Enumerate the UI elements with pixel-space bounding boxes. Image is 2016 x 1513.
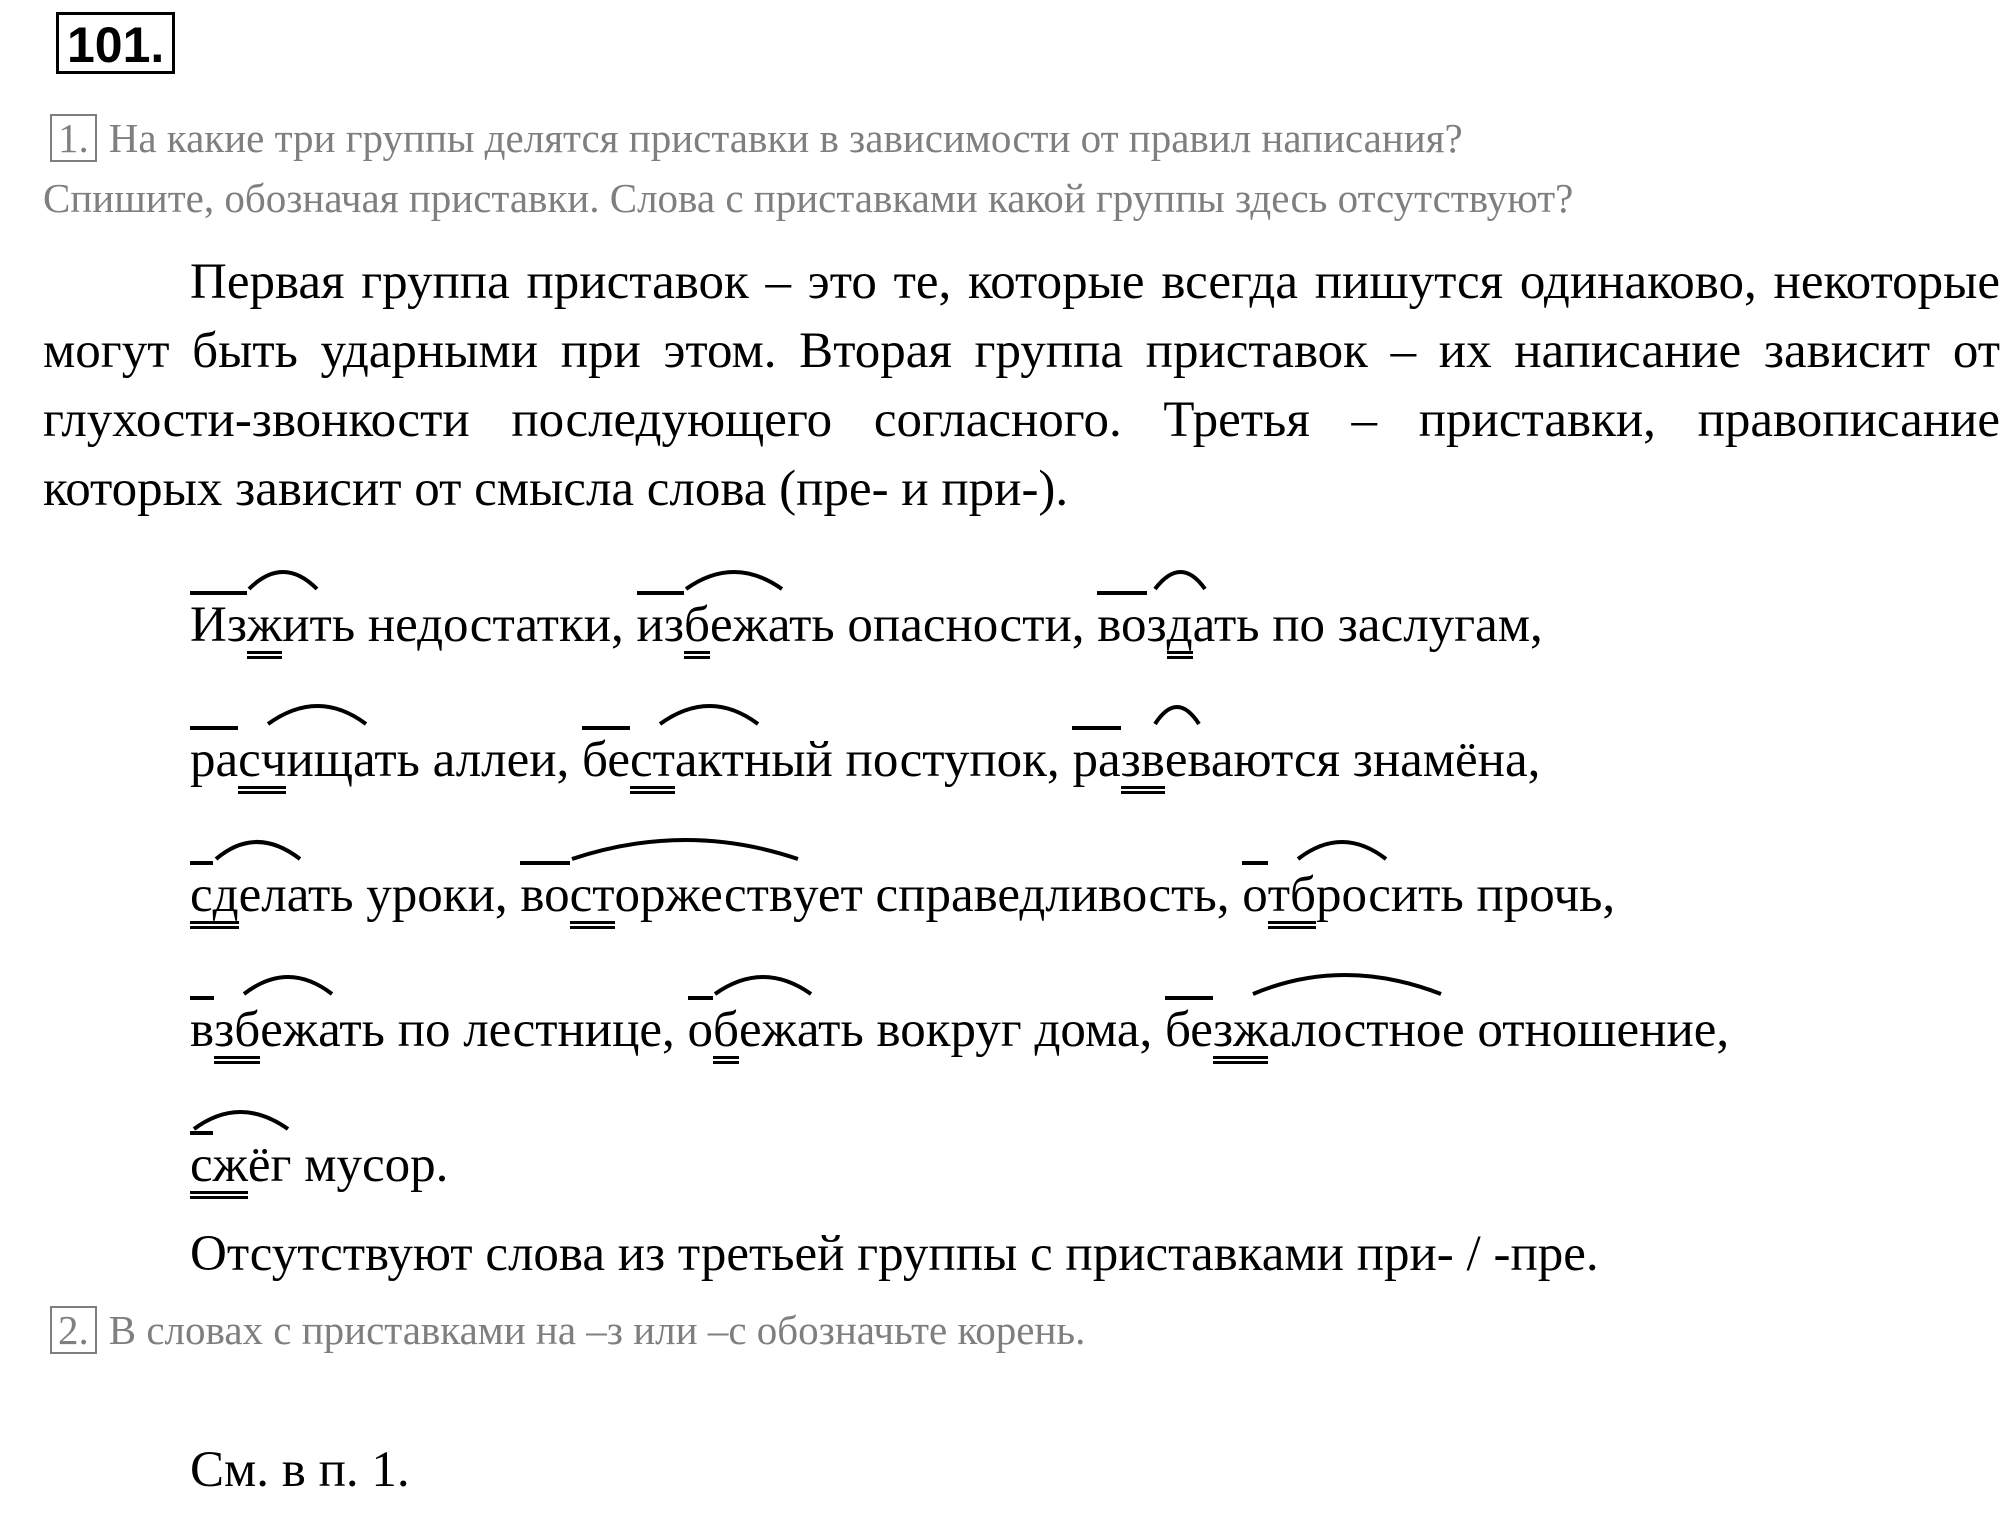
word-line-4 (190, 1000, 1729, 1060)
underlined-letter: в (1140, 732, 1165, 788)
root-text: оржеств (614, 867, 794, 923)
word-rest: ать по заслугам, (1192, 597, 1543, 653)
underlined-letter: з (1212, 1002, 1234, 1058)
root-text: ел (238, 867, 287, 923)
underlined-letter: с (629, 732, 653, 788)
task-1-question: На какие три группы делятся приставки в зависимости от правил написания? (108, 115, 1463, 161)
prefix-mark: бе (1165, 1002, 1213, 1058)
word-rest: ать уроки, (286, 867, 521, 923)
root-arc-icon (1121, 696, 1201, 726)
word-rest: ное отношение, (1388, 1002, 1730, 1058)
word-rest: мусор. (291, 1137, 449, 1193)
underlined-letter: ч (260, 732, 287, 788)
answer-paragraph: Первая группа приставок – это те, которые всегда пишутся одинаково, некоторые могут быть ударными при этом. Вторая группа приставок – их написание зависит от глухости-звонкости последующего согласного. Третья – приставки, правописание которых зависит от смысла слова (пре- и при-). (43, 254, 2000, 517)
root-text: и (282, 597, 310, 653)
prefix-mark: бе (582, 732, 630, 788)
root-text: еж (709, 597, 768, 653)
prefix-mark: ра (190, 732, 239, 788)
word-line-2 (190, 730, 1540, 790)
underlined-letter: з (214, 1002, 235, 1058)
root-text: з (1146, 597, 1167, 653)
underlined-letter: б (713, 1002, 739, 1058)
word-rest: ваются знамёна, (1187, 732, 1541, 788)
root-arc-icon (713, 966, 813, 996)
root-arc (713, 1000, 797, 1060)
word-rest: ный поступок, (743, 732, 1073, 788)
root-text: е (1164, 732, 1188, 788)
root-text: акт (674, 732, 744, 788)
root-arc (1147, 595, 1193, 655)
root-text: рос (1315, 867, 1391, 923)
root-arc-icon (247, 561, 319, 591)
underlined-letter: ж (1233, 1002, 1269, 1058)
root-arc (684, 595, 768, 655)
underlined-letter: с (238, 732, 261, 788)
root-arc-icon (630, 696, 760, 726)
task-2-question: В словах с приставками на –з или –с обозначьте корень. (108, 1307, 1086, 1353)
root-arc-icon (190, 831, 302, 861)
root-arc-icon (570, 831, 800, 861)
prefix-mark: ра (1072, 732, 1121, 788)
root-arc (247, 595, 310, 655)
root-arc (1121, 730, 1188, 790)
root-text: ёг (247, 1137, 292, 1193)
underlined-letter: ж (246, 597, 283, 653)
root-arc-icon (238, 696, 368, 726)
prefix-mark: из (636, 597, 684, 653)
underlined-letter: з (1120, 732, 1141, 788)
word-rest: ать по лестнице, (318, 1002, 688, 1058)
task-1-number: 1. (50, 114, 97, 162)
root-arc-icon (1213, 966, 1443, 996)
prefix-mark: во (1097, 597, 1147, 653)
prefix-mark: о (687, 1002, 714, 1058)
root-arc (630, 730, 744, 790)
prefix-mark: во (520, 867, 570, 923)
prefix-mark: Из (190, 597, 247, 653)
prefix-mark: в (190, 1002, 215, 1058)
underlined-letter: б (234, 1002, 261, 1058)
word-rest: ать аллеи, (353, 732, 583, 788)
root-arc-icon (684, 561, 784, 591)
word-rest: ать опасности, (767, 597, 1098, 653)
root-arc-icon (190, 1101, 290, 1131)
underlined-letter: с (190, 1137, 213, 1193)
task-1-line2: Спишите, обозначая приставки. Слова с приставками какой группы здесь отсутствуют? (43, 175, 1574, 221)
root-arc-icon (1147, 561, 1207, 591)
root-arc (1268, 865, 1391, 925)
underlined-letter: т (1267, 867, 1291, 923)
word-rest: ть недостатки, (309, 597, 637, 653)
task-2 (50, 1300, 1085, 1360)
root-text: ищ (286, 732, 354, 788)
root-arc-icon (1268, 831, 1388, 861)
underlined-letter: т (652, 732, 675, 788)
root-arc (190, 865, 287, 925)
exercise-number: 101. (56, 12, 175, 74)
root-arc (570, 865, 793, 925)
underlined-letter: с (569, 867, 593, 923)
word-line-1 (190, 595, 1543, 655)
underlined-letter: с (190, 867, 213, 923)
root-arc (190, 1135, 291, 1195)
root-arc (1213, 1000, 1389, 1060)
word-rest: ует справедливость, (793, 867, 1243, 923)
word-line-5 (190, 1135, 448, 1195)
task-1 (50, 108, 1463, 168)
word-line-3 (190, 865, 1615, 925)
underlined-letter: т (592, 867, 615, 923)
underlined-letter: б (683, 597, 710, 653)
root-arc-icon (214, 966, 334, 996)
root-text: еж (260, 1002, 319, 1058)
conclusion: Отсутствуют слова из третьей группы с приставками при- / -пре. (190, 1226, 1599, 1282)
word-rest: ить прочь, (1390, 867, 1616, 923)
root-arc (238, 730, 353, 790)
prefix-mark: о (1242, 867, 1268, 923)
root-arc (214, 1000, 318, 1060)
task-2-number: 2. (50, 1306, 97, 1354)
underlined-letter: д (212, 867, 239, 923)
final-answer: См. в п. 1. (190, 1442, 410, 1498)
root-text: еж (738, 1002, 797, 1058)
word-rest: ать вокруг дома, (796, 1002, 1166, 1058)
root-text: алост (1268, 1002, 1389, 1058)
underlined-letter: б (1290, 867, 1316, 923)
underlined-letter: д (1166, 597, 1193, 653)
underlined-letter: ж (212, 1137, 248, 1193)
